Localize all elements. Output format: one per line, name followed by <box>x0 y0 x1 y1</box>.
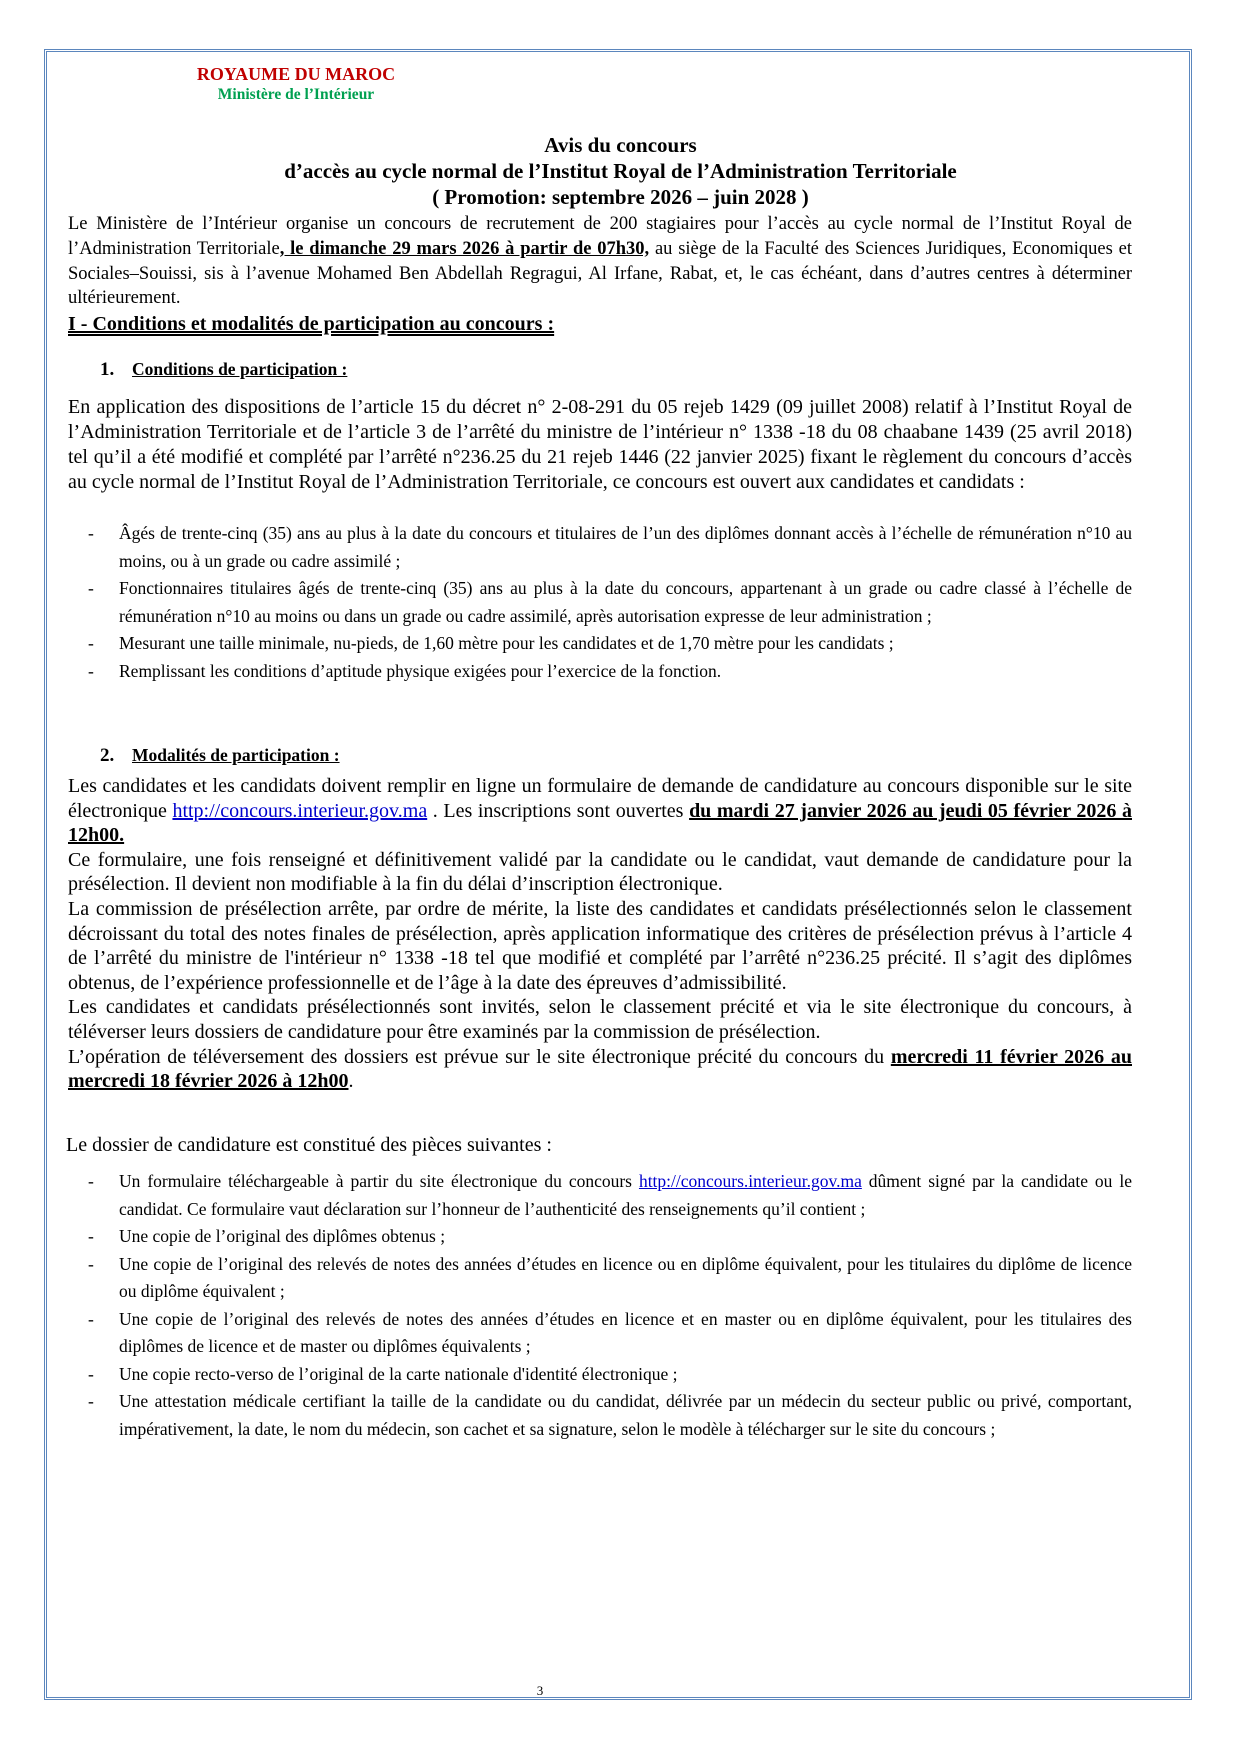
list-item-text: Une copie recto-verso de l’original de la carte nationale d'identité électronique ; <box>119 1363 678 1384</box>
ministry-name: Ministère de l’Intérieur <box>217 86 375 103</box>
list-item <box>68 575 1132 630</box>
list-item-text: Remplissant les conditions d’aptitude physique exigées pour l’exercice de la fonction. <box>119 660 722 681</box>
list-item <box>68 1361 1132 1389</box>
subsection-number: 1. <box>100 359 115 380</box>
subsection-heading-modalities <box>100 745 340 767</box>
subsection-label: Conditions de participation : <box>132 359 348 379</box>
dash-bullet-icon: - <box>88 1171 94 1191</box>
conditions-intro: En application des dispositions de l’article 15 du décret n° 2-08-291 du 05 rejeb 1429 (09 juillet 2008) relatif à l’Institut Royal de l’Administration Territoriale et de l’article 3 de l’arrêté du ministre de l’intérieur n° 1338 -18 du 08 chaabane 1439 (25 avril 2018) tel qu’il a été modifié et complété par l’arrêté n°236.25 du 21 rejeb 1446 (22 janvier 2025) fixant le règlement du concours d’accès au cycle normal de l’Institut Royal de l’Administration Territoriale, ce concours est ouvert aux candidates et candidats : <box>68 396 1132 493</box>
list-item <box>68 658 1132 686</box>
dash-bullet-icon: - <box>88 1226 94 1246</box>
dash-bullet-icon: - <box>88 1363 94 1384</box>
list-item <box>68 1223 1132 1251</box>
concours-link[interactable]: http://concours.interieur.gov.ma <box>172 799 428 822</box>
form-paragraph: Ce formulaire, une fois renseigné et définitivement validé par la candidate ou le candidat, vaut demande de candidature pour la présélection. Il devient non modifiable à la fin du délai d’inscription électronique. <box>68 848 1132 896</box>
paragraph-text: L’opération de téléversement des dossiers est prévue sur le site électronique précité du concours du <box>68 1045 891 1068</box>
upload-dates-paragraph <box>68 1045 1132 1094</box>
dash-bullet-icon: - <box>88 1253 94 1274</box>
subsection-label: Modalités de participation : <box>132 745 340 765</box>
dash-bullet-icon: - <box>88 578 94 598</box>
document-title <box>0 132 1241 210</box>
subsection-number: 2. <box>100 745 115 766</box>
paragraph-text: Les candidates et les candidats doivent remplir en ligne un formulaire de demande de candidature au concours disponible sur le site électronique <box>68 775 1132 822</box>
page-number: 3 <box>536 1683 544 1698</box>
dash-bullet-icon: - <box>88 660 94 681</box>
exam-date: , le dimanche 29 mars 2026 à partir de 07h30, <box>279 238 650 259</box>
title-line-2: d’accès au cycle normal de l’Institut Royal de l’Administration Territoriale <box>284 159 957 183</box>
conditions-list <box>68 520 1132 685</box>
upload-paragraph: Les candidates et candidats présélectionnés sont invités, selon le classement précité et via le site électronique du concours, à téléverser leurs dossiers de candidature pour être examinés par la commission de présélection. <box>68 996 1132 1043</box>
list-item <box>68 1306 1132 1361</box>
title-line-1: Avis du concours <box>544 133 697 157</box>
list-item-text: Une copie de l’original des relevés de notes des années d’études en licence et en master ou en diplôme équivalent, pour les titulaires des diplômes de licence et de master ou diplômes équivalents ; <box>119 1308 1132 1356</box>
list-item-text: Un formulaire téléchargeable à partir du site électronique du concours <box>119 1171 639 1191</box>
modalities-text <box>68 774 1132 1094</box>
commission-paragraph: La commission de présélection arrête, par ordre de mérite, la liste des candidates et candidats présélectionnés selon le classement décroissant du total des notes finales de présélection, après application informatique des critères de présélection prévus à l’article 4 de l’arrêté du ministre de l'intérieur n° 1338 -18 tel que modifié et complété par l’arrêté n°236.25 précité. Il s’agit des diplômes obtenus, de l’expérience professionnelle et de l’âge à la date des épreuves d’admissibilité. <box>68 897 1132 994</box>
dash-bullet-icon: - <box>88 1308 94 1329</box>
upload-dates: mercredi 11 février 2026 au mercredi 18 février 2026 à 12h00 <box>68 1045 1132 1093</box>
list-item-text: Mesurant une taille minimale, nu-pieds, de 1,60 mètre pour les candidates et de 1,70 mètre pour les candidats ; <box>119 633 894 653</box>
paragraph-text: . <box>348 1070 354 1093</box>
list-item-text: Une attestation médicale certifiant la taille de la candidate ou du candidat, délivrée par un médecin du secteur public ou privé, comportant, impérativement, la date, le nom du médecin, son cachet et sa signature, selon le modèle à télécharger sur le site du concours ; <box>119 1391 1132 1439</box>
intro-text: Le Ministère de l’Intérieur organise un concours de recrutement de 200 stagiaires pour l’accès au cycle normal de l’Institut Royal de l’Administration Territoriale <box>68 214 1132 259</box>
list-item-text: Une copie de l’original des diplômes obtenus ; <box>119 1226 446 1246</box>
list-item <box>68 1251 1132 1306</box>
concours-link[interactable]: http://concours.interieur.gov.ma <box>638 1171 862 1191</box>
list-item-text: Une copie de l’original des relevés de notes des années d’études en licence ou en diplôme équivalent, pour les titulaires du diplôme de licence ou diplôme équivalent ; <box>119 1253 1132 1301</box>
dash-bullet-icon: - <box>88 523 94 543</box>
dossier-intro: Le dossier de candidature est constitué des pièces suivantes : <box>66 1134 552 1156</box>
dash-bullet-icon: - <box>88 1391 94 1411</box>
list-item <box>68 1388 1132 1443</box>
list-item <box>68 630 1132 658</box>
list-item <box>68 1168 1132 1223</box>
list-item-text: Fonctionnaires titulaires âgés de trente-cinq (35) ans au plus à la date du concours, appartenant à un grade ou cadre classé à l’échelle de rémunération n°10 au moins ou dans un grade ou cadre assimilé, après autorisation expresse de leur administration ; <box>119 578 1132 626</box>
intro-paragraph <box>68 212 1132 311</box>
list-item-text: Âgés de trente-cinq (35) ans au plus à la date du concours et titulaires de l’un des diplômes donnant accès à l’échelle de rémunération n°10 au moins, ou à un grade ou cadre assimilé ; <box>119 523 1132 571</box>
letterhead <box>146 63 446 105</box>
dossier-list <box>68 1168 1132 1443</box>
list-item <box>68 520 1132 575</box>
dash-bullet-icon: - <box>88 633 94 653</box>
title-line-3: ( Promotion: septembre 2026 – juin 2028 ) <box>432 185 809 209</box>
registration-paragraph <box>68 774 1132 848</box>
section-heading: I - Conditions et modalités de participation au concours : <box>68 313 555 335</box>
registration-dates: du mardi 27 janvier 2026 au jeudi 05 février 2026 à 12h00. <box>68 799 1132 847</box>
intro-text-end: au siège de la Faculté des Sciences Juridiques, Economiques et Sociales–Souissi, sis à l’avenue Mohamed Ben Abdellah Regragui, Al Irfane, Rabat, et, le cas échéant, dans d’autres centres à déterminer ultérieurement. <box>68 238 1132 309</box>
subsection-heading-conditions <box>100 359 347 381</box>
list-item-text: dûment signé par la candidate ou le candidat. Ce formulaire vaut déclaration sur l’honneur de l’authenticité des renseignements qu’il contient ; <box>119 1171 1132 1219</box>
kingdom-name: ROYAUME DU MAROC <box>196 64 396 84</box>
paragraph-text: . Les inscriptions sont ouvertes <box>427 799 690 822</box>
